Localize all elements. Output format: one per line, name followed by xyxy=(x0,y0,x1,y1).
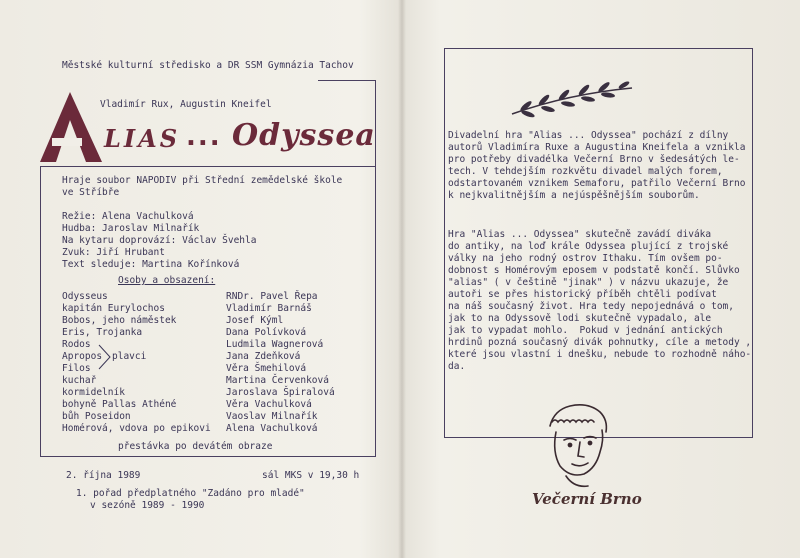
paragraph-line: jak to vypadat mohlo. Pokud v jednání antických xyxy=(448,325,723,336)
cast-actor: Jana Zdeňková xyxy=(226,351,301,362)
paragraph-line: tech. V tehdejším rozkvětu divadel malých forem, xyxy=(448,166,723,177)
paragraph-line: "alias" ( v češtině "jinak" ) v názvu ukazuje, že xyxy=(448,277,729,288)
cast-actor: RNDr. Pavel Řepa xyxy=(226,291,318,302)
plavci-bracket xyxy=(98,343,112,371)
paragraph-line: odstartovaném vznikem Semaforu, patřilo Večerní Brno xyxy=(448,178,746,189)
performance-date: 2. října 1989 xyxy=(66,470,141,481)
cast-role: kormidelník xyxy=(62,387,125,398)
cast-actor: Martina Červenková xyxy=(226,375,329,386)
paragraph-line: Divadelní hra "Alias ... Odyssea" pochází z dílny xyxy=(448,130,729,141)
credit-director: Režie: Alena Vachulková xyxy=(62,211,194,222)
cast-actor: Věra Vachulková xyxy=(226,399,312,410)
cast-actor: Ludmila Wagnerová xyxy=(226,339,324,350)
plavci-label: plavci xyxy=(112,351,147,362)
intermission-note: přestávka po devátém obraze xyxy=(118,441,273,452)
alias-a-logo xyxy=(36,90,106,164)
paragraph-line: války na jeho rodný ostrov Ithaku. Tím ovšem po- xyxy=(448,253,723,264)
signature-vecerni-brno: Večerní Brno xyxy=(532,490,642,508)
cast-role: bůh Poseidon xyxy=(62,411,131,422)
paragraph-line: k nejkvalitnějším a nejúspěšnějším souborům. xyxy=(448,190,700,201)
organizer-line: Městské kulturní středisko a DR SSM Gymnázia Tachov xyxy=(62,60,354,71)
paragraph-line: pro potřeby divadélka Večerní Brno v šedesátých le- xyxy=(448,154,740,165)
credit-prompter: Text sleduje: Martina Kořínková xyxy=(62,259,240,270)
paragraph-line: hrdinů pozná současný divák pohnutky, cíle a metody , xyxy=(448,337,752,348)
cast-actor: Jaroslava Špiralová xyxy=(226,387,335,398)
cast-role: kuchař xyxy=(62,375,97,386)
cast-actor: Věra Šmehilová xyxy=(226,363,307,374)
cast-actor: Vaoslav Milnařík xyxy=(226,411,318,422)
title-dots: ... xyxy=(186,122,222,152)
cast-role: kapitán Eurylochos xyxy=(62,303,165,314)
paragraph-line: Hra "Alias ... Odyssea" skutečně zavádí diváka xyxy=(448,229,712,240)
cast-role: bohyně Pallas Athéné xyxy=(62,399,177,410)
left-frame-top xyxy=(318,80,376,81)
cast-actor: Josef Kýml xyxy=(226,315,284,326)
ensemble-line-2: ve Stříbře xyxy=(62,187,120,198)
title-lias: LIAS xyxy=(104,124,181,153)
paragraph-line: které jsou vlastní i dnešku, nebude to rozhodně náho- xyxy=(448,349,752,360)
cast-actor: Vladimír Barnáš xyxy=(226,303,312,314)
authors-line: Vladimír Rux, Augustin Kneifel xyxy=(100,99,272,110)
paragraph-line: jak to na Odyssově lodi skutečně vypadalo, ale xyxy=(448,313,712,324)
credit-music: Hudba: Jaroslav Milnařík xyxy=(62,223,200,234)
cast-actor: Alena Vachulková xyxy=(226,423,318,434)
credit-guitar: Na kytaru doprovází: Václav Švehla xyxy=(62,235,257,246)
subscription-line-2: v sezóně 1989 - 1990 xyxy=(90,500,205,511)
cast-role: Odysseus xyxy=(62,291,108,302)
left-frame-bottom xyxy=(40,456,376,457)
cast-role: Rodos xyxy=(62,339,91,350)
center-fold xyxy=(398,0,406,558)
antique-head-drawing-icon xyxy=(530,392,630,492)
laurel-branch-icon xyxy=(508,80,638,120)
subscription-line-1: 1. pořad předplatného "Zadáno pro mladé" xyxy=(76,488,305,499)
cast-role: Filos xyxy=(62,363,91,374)
paragraph-line: na náš současný život. Hra tedy nepojednává o tom, xyxy=(448,301,734,312)
cast-role: Apropos xyxy=(62,351,103,362)
cast-role: Eris, Trojanka xyxy=(62,327,143,338)
paragraph-line: autoři se přes historický příběh chtěli podívat xyxy=(448,289,717,300)
cast-actor: Dana Polívková xyxy=(226,327,307,338)
paragraph-line: dobnost s Homérovým eposem v podstatě končí. Slůvko xyxy=(448,265,740,276)
cast-role: Homérová, vdova po epikovi xyxy=(62,423,211,434)
venue-time: sál MKS v 19,30 h xyxy=(262,470,360,481)
cast-heading: Osoby a obsazení: xyxy=(118,275,216,286)
title-divider xyxy=(40,166,376,167)
cast-role: Bobos, jeho náměstek xyxy=(62,315,177,326)
left-frame-left xyxy=(40,166,41,456)
paragraph-line: da. xyxy=(448,361,466,372)
credit-sound: Zvuk: Jiří Hrubant xyxy=(62,247,165,258)
paragraph-line: do antiky, na loď krále Odyssea plující z trojské xyxy=(448,241,729,252)
ensemble-line-1: Hraje soubor NAPODIV při Střední zemědelské škole xyxy=(62,175,343,186)
title-odyssea: Odyssea xyxy=(232,118,376,153)
paragraph-line: autorů Vladimíra Ruxe a Augustina Kneifela a vznikla xyxy=(448,142,746,153)
